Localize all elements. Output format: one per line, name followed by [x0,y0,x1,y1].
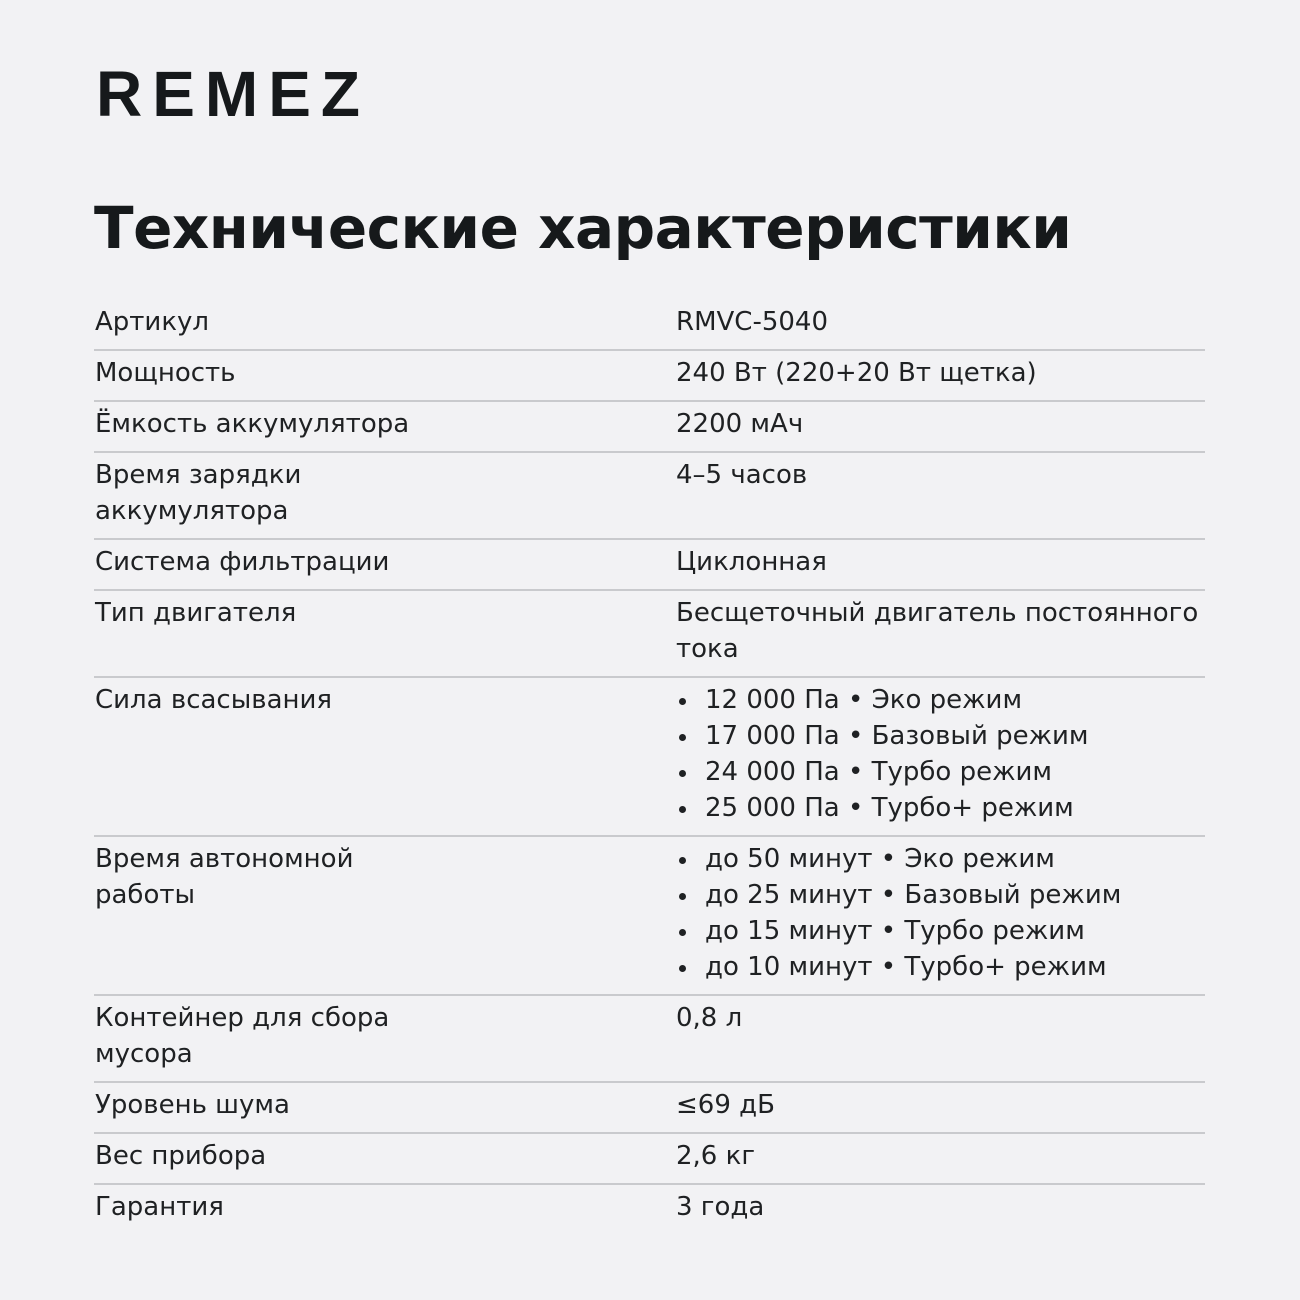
spec-row-suction-power [94,678,1205,837]
list-item: до 15 минут • Турбо режим [676,913,1205,949]
spec-value: Бесщеточный двигатель постоянного тока [676,598,1199,664]
spec-value: Циклонная [676,547,827,577]
spec-row-dust-container [94,996,1205,1083]
spec-row-motor-type [94,591,1205,678]
spec-value [676,682,1205,826]
spec-table [94,300,1205,1234]
spec-row-warranty [94,1185,1205,1234]
spec-row-weight [94,1134,1205,1185]
spec-label: Артикул [95,307,210,337]
spec-row-charging-time [94,453,1205,540]
list-item: 17 000 Па • Базовый режим [676,718,1205,754]
spec-list [676,682,1205,826]
spec-label: Время автономной работы [95,844,354,910]
spec-label: Гарантия [95,1192,224,1222]
spec-value: RMVC-5040 [676,307,828,337]
list-item: до 50 минут • Эко режим [676,841,1205,877]
spec-label: Мощность [95,358,236,388]
spec-label: Контейнер для сбора мусора [95,1003,390,1069]
spec-row-noise-level [94,1083,1205,1134]
spec-label: Ёмкость аккумулятора [95,409,410,439]
list-item: 24 000 Па • Турбо режим [676,754,1205,790]
spec-label: Система фильтрации [95,547,390,577]
spec-value: ≤69 дБ [676,1090,775,1120]
spec-label: Тип двигателя [95,598,297,628]
spec-value: 2,6 кг [676,1141,755,1171]
spec-row-article [94,300,1205,351]
spec-label: Время зарядки аккумулятора [95,460,302,526]
spec-row-runtime [94,837,1205,996]
list-item: до 25 минут • Базовый режим [676,877,1205,913]
spec-label: Сила всасывания [95,685,333,715]
spec-value: 240 Вт (220+20 Вт щетка) [676,358,1037,388]
spec-list [676,841,1205,985]
list-item: 12 000 Па • Эко режим [676,682,1205,718]
spec-row-battery-capacity [94,402,1205,453]
list-item: 25 000 Па • Турбо+ режим [676,790,1205,826]
spec-label: Вес прибора [95,1141,267,1171]
list-item: до 10 минут • Турбо+ режим [676,949,1205,985]
spec-value: 3 года [676,1192,765,1222]
spec-value: 2200 мАч [676,409,804,439]
brand-logo: REMEZ [96,58,370,130]
page-title: Технические характеристики [94,194,1072,262]
spec-label: Уровень шума [95,1090,290,1120]
spec-row-power [94,351,1205,402]
spec-value: 4–5 часов [676,460,808,490]
spec-row-filtration [94,540,1205,591]
spec-value [676,841,1205,985]
spec-value: 0,8 л [676,1003,743,1033]
